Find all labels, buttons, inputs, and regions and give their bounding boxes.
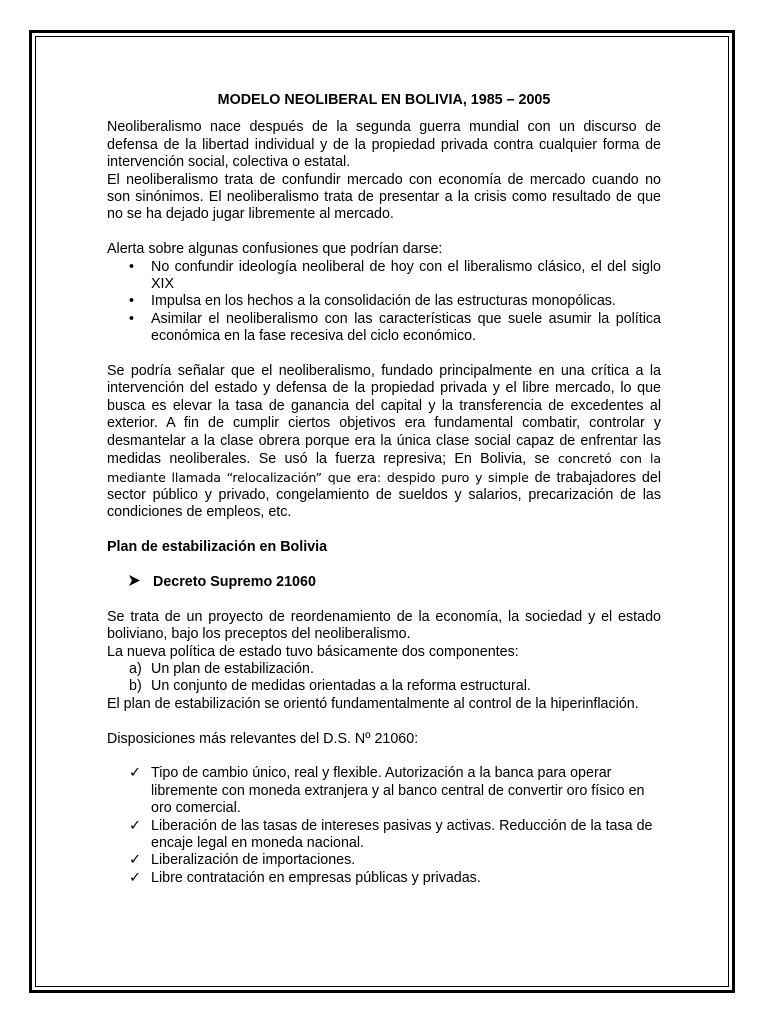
decree-paragraph-3: El plan de estabilización se orientó fundamentalmente al control de la hiperinflación. xyxy=(107,695,639,712)
list-marker: a) xyxy=(129,660,142,677)
provisions-intro: Disposiciones más relevantes del D.S. Nº 21060: xyxy=(107,730,419,747)
list-item xyxy=(129,852,661,869)
list-item-text: Liberación de las tasas de intereses pasivas y activas. Reducción de la tasa de encaje legal en moneda nacional. xyxy=(151,817,653,851)
decree-heading-row xyxy=(107,574,661,591)
main-paragraph xyxy=(107,363,661,522)
spacer xyxy=(107,346,661,363)
components-list xyxy=(107,661,661,696)
spacer xyxy=(107,522,661,539)
list-item xyxy=(129,869,661,887)
list-marker: b) xyxy=(129,678,142,695)
decree-paragraph-2: La nueva política de estado tuvo básicamente dos componentes: xyxy=(107,643,519,660)
section-heading: Plan de estabilización en Bolivia xyxy=(107,539,328,556)
spacer xyxy=(107,557,661,574)
list-item xyxy=(129,661,661,678)
spacer xyxy=(107,224,661,241)
list-item-text: Un conjunto de medidas orientadas a la reforma estructural. xyxy=(151,678,531,695)
document-body xyxy=(107,92,661,887)
check-icon: ✓ xyxy=(129,817,141,834)
list-item-text: Un plan de estabilización. xyxy=(151,660,314,677)
decree-paragraph-1: Se trata de un proyecto de reordenamiento de la economía, la sociedad y el estado boliviano, bajo los preceptos del neoliberalismo. xyxy=(107,608,661,643)
list-item xyxy=(129,765,661,817)
check-icon: ✓ xyxy=(129,869,141,886)
alert-list xyxy=(107,259,661,346)
decree-heading: Decreto Supremo 21060 xyxy=(153,573,316,590)
check-icon: ✓ xyxy=(129,765,141,782)
list-item: • Asimilar el neoliberalismo con las características que suele asumir la política económica en la fase recesiva del ciclo económico. xyxy=(151,311,661,346)
list-item: • Impulsa en los hechos a la consolidación de las estructuras monopólicas. xyxy=(151,293,661,310)
main-paragraph-part-a: Se podría señalar que el neoliberalismo, fundado principalmente en una crítica a la intervención del estado y defensa de la propiedad privada y el libre mercado, lo que busca es elevar la tasa de ganancia del capital y la transferencia de excedentes al exterior. A fin de cumplir ciertos objetivos era fundamental combatir, controlar y desmantelar a la clase obrera porque era la única clase social capaz de enfrentar las medidas neoliberales. Se usó la fuerza represiva; En Bolivia, se xyxy=(107,363,661,468)
main-paragraph-part-b: concretó con la mediante llamada “relocalización” que era: despido puro y simple xyxy=(107,451,661,485)
list-item-text: Liberalización de importaciones. xyxy=(151,852,356,869)
document-title: MODELO NEOLIBERAL EN BOLIVIA, 1985 – 2005 xyxy=(217,92,551,108)
list-item xyxy=(129,678,661,695)
spacer xyxy=(107,713,661,730)
list-item-text: Tipo de cambio único, real y flexible. Autorización a la banca para operar libremente con moneda extranjera y al banco central de convertir oro físico en oro comercial. xyxy=(151,765,645,817)
spacer xyxy=(107,591,661,608)
list-item: • No confundir ideología neoliberal de hoy con el liberalismo clásico, el del siglo XIX xyxy=(151,259,661,294)
list-item xyxy=(129,817,661,853)
main-paragraph-part-c: de trabajadores del sector público y privado, congelamiento de sueldos y salarios, precarización de las condiciones de empleos, etc. xyxy=(107,469,661,521)
check-icon: ✓ xyxy=(129,852,141,869)
spacer xyxy=(107,748,661,765)
intro-paragraph-2: El neoliberalismo trata de confundir mercado con economía de mercado cuando no son sinónimos. El neoliberalismo trata de presentar a la crisis como resultado de que no se ha dejado jugar libremente al mercado. xyxy=(107,171,661,223)
provisions-list xyxy=(107,765,661,887)
intro-paragraph-1: Neoliberalismo nace después de la segunda guerra mundial con un discurso de defensa de la libertad individual y de la propiedad privada contra cualquier forma de intervención social, colectiva o estatal. xyxy=(107,119,661,171)
alert-intro: Alerta sobre algunas confusiones que podrían darse: xyxy=(107,241,443,258)
list-item-text: Libre contratación en empresas públicas y privadas. xyxy=(151,869,481,886)
arrow-right-icon xyxy=(129,574,153,591)
